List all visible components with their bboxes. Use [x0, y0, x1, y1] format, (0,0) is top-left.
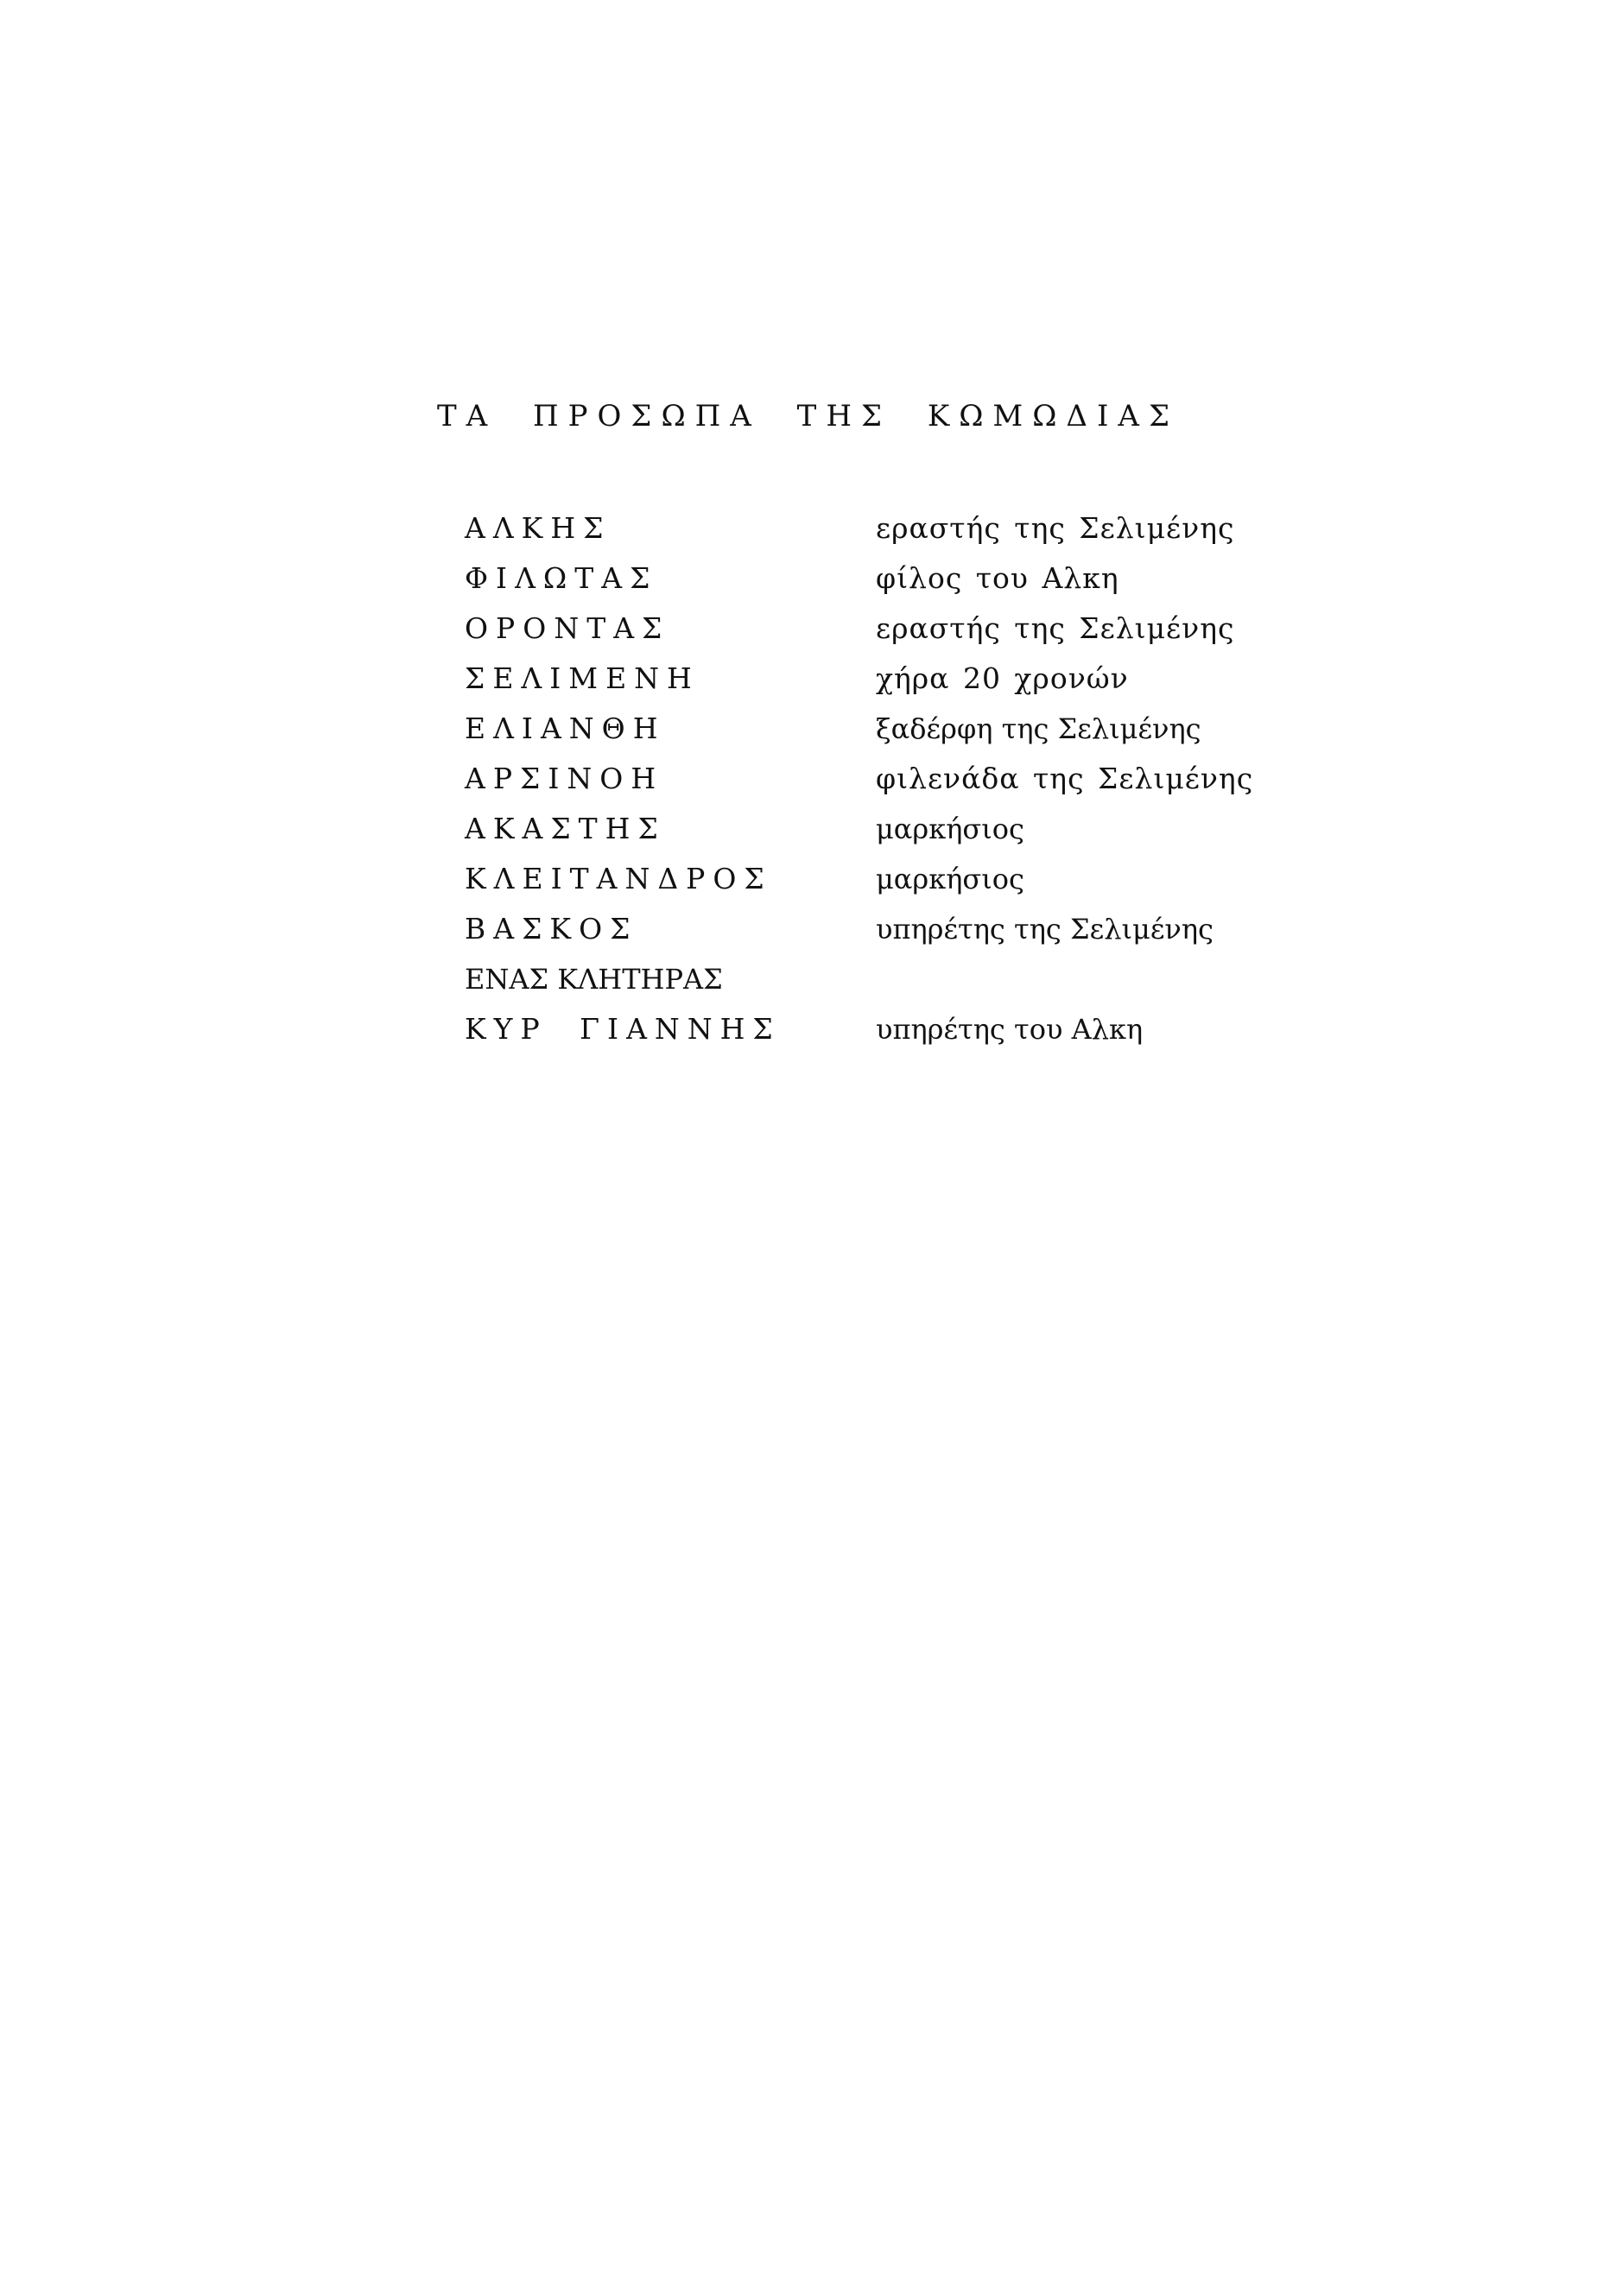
- cast-row: [465, 509, 1328, 560]
- cast-row: [465, 960, 1328, 1010]
- character-role: χήρα 20 χρονών: [876, 661, 1129, 695]
- character-name: ΑΡΣΙΝΟΗ: [465, 762, 664, 795]
- character-name: ΟΡΟΝΤΑΣ: [465, 611, 670, 645]
- character-name: ΕΝΑΣ ΚΛΗΤΗΡΑΣ: [465, 963, 723, 996]
- character-name: ΚΥΡ ΓΙΑΝΝΗΣ: [465, 1012, 781, 1046]
- character-name: ΕΛΙΑΝΘΗ: [465, 712, 666, 745]
- cast-row: [465, 610, 1328, 660]
- cast-row: [465, 660, 1328, 710]
- page-title: ΤΑ ΠΡΟΣΩΠΑ ΤΗΣ ΚΩΜΩΔΙΑΣ: [436, 399, 1180, 433]
- character-role: ξαδέρφη της Σελιμένης: [876, 712, 1201, 745]
- character-name: ΣΕΛΙΜΕΝΗ: [465, 661, 700, 695]
- character-name: ΑΚΑΣΤΗΣ: [465, 812, 666, 845]
- character-name: ΚΛΕΙΤΑΝΔΡΟΣ: [465, 862, 772, 895]
- character-role: υπηρέτης του Αλκη: [876, 1013, 1144, 1046]
- cast-row: [465, 760, 1328, 810]
- cast-row: [465, 910, 1328, 960]
- character-name: ΒΑΣΚΟΣ: [465, 912, 638, 946]
- cast-row: [465, 560, 1328, 610]
- character-role: μαρκήσιος: [876, 863, 1024, 895]
- cast-list: [465, 509, 1328, 1060]
- cast-row: [465, 1010, 1328, 1060]
- character-role: φιλενάδα της Σελιμένης: [876, 762, 1254, 795]
- cast-row: [465, 810, 1328, 860]
- character-role: φίλος του Αλκη: [876, 561, 1119, 595]
- character-role: εραστής της Σελιμένης: [876, 511, 1235, 545]
- character-role: μαρκήσιος: [876, 813, 1024, 845]
- cast-row: [465, 710, 1328, 760]
- cast-row: [465, 860, 1328, 910]
- character-role: υπηρέτης της Σελιμένης: [876, 913, 1214, 946]
- character-role: εραστής της Σελιμένης: [876, 611, 1235, 645]
- character-name: ΦΙΛΩΤΑΣ: [465, 561, 658, 595]
- character-name: ΑΛΚΗΣ: [465, 511, 612, 545]
